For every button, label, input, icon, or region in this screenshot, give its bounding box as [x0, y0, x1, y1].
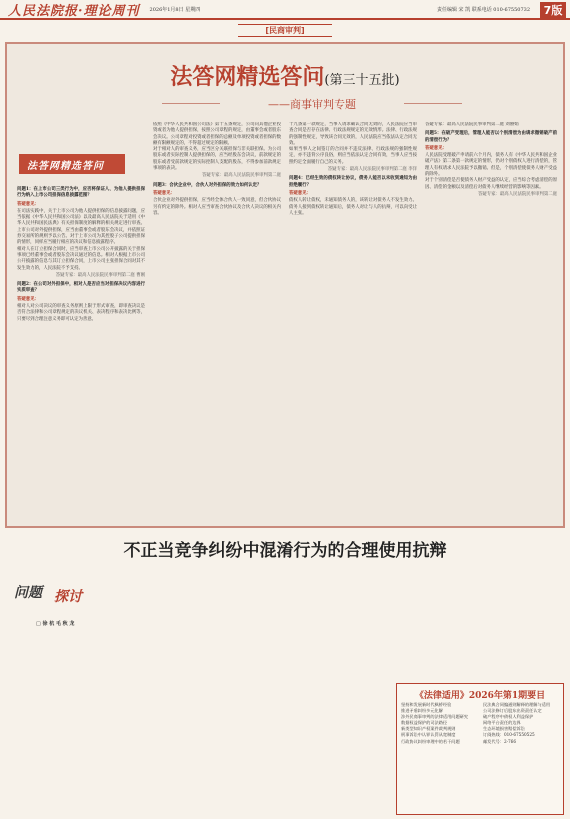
- paragraph: 十九条第一款规定，当事人请求确认合同无效的，人民法院应当审查合同是否存在法律、行政法规规定的无效情形。法律、行政法规的强制性规定，导致该合同无效的，人民法院应当依法认定合同无效。: [289, 122, 417, 146]
- paragraph: 对于相对人的审查义务，应当区分关联担保与非关联担保。为公司股东或者实际控制人提供担保的，应当经股东会决议，前款规定的股东或者受前款规定的实际控制人支配的股东，不得参加前款规定事项的表决。: [153, 147, 281, 172]
- question-heading: 问题4：已经生效的债权转让协议，债务人能否以未收到通知为由拒绝履行？: [289, 176, 417, 188]
- paragraph: 债权人转让债权，未通知债务人的，该转让对债务人不发生效力。债务人接到债权转让通知后，债务人对让与人的抗辩，可以向受让人主张。: [289, 198, 417, 216]
- article-column-1: [17, 184, 145, 519]
- issue-date: 2026年1月8日 星期四: [149, 6, 201, 13]
- toc-item: 破产程序中债权人利益保护: [483, 714, 534, 720]
- wenti-logo-text-a: 问题: [14, 585, 42, 601]
- section-tag: [民商审判]: [238, 24, 332, 37]
- toc-item: 坚持和发展新时代枫桥经验: [401, 702, 452, 707]
- paragraph: 如果当事人之间签订的合同并不违反法律、行政法规的强制性规定，亦不违背公序良俗，则应当依法认定合同有效，当事人应当按照约定全面履行自己的义务。: [289, 147, 417, 165]
- paragraph: 依照《中华人民共和国公司法》第十五条规定，公司向其他企业投资或者为他人提供担保，按照公司章程的规定，由董事会或者股东会决议。公司章程对投资或者担保的总额及单项投资或者担保的数额有限额规定的，不得超过规定的限额。: [153, 122, 281, 146]
- toc-item: 数据权益保护的司法路径: [401, 720, 448, 726]
- column-logo: 法答网精选答问: [19, 154, 125, 174]
- masthead: [0, 0, 570, 20]
- feature-title: [7, 60, 563, 91]
- answer-label: 答疑意见：: [17, 296, 39, 302]
- answer-author: 答疑专家：最高人民法院民事审判第二庭: [477, 191, 557, 197]
- answer-label: 答疑意见：: [17, 201, 39, 207]
- feature-subtitle: ——商事审判专题: [222, 96, 402, 112]
- question-heading: 问题3：合伙企业中，合伙人对外担保的效力如何认定？: [153, 182, 262, 188]
- toc-item: 新类型知识产权案件裁判规则: [401, 726, 456, 732]
- article-column-2: [153, 122, 281, 519]
- editor-info: 责任编辑 宋 凯 联系电话 010-67550732: [436, 6, 530, 13]
- column-logo-wenti: [14, 576, 104, 612]
- feature-box: [5, 42, 565, 528]
- toc-item: 公司法修订后股东出资责任认定: [483, 708, 542, 714]
- answer-label: 答疑意见：: [425, 145, 447, 151]
- toc-title: 《法律适用》2026年第1期要目: [414, 691, 546, 701]
- toc-item: 生态环境损害赔偿诉讼: [483, 726, 525, 732]
- newspaper-logo: 人民法院报·理论周刊: [8, 3, 140, 19]
- toc-item: 民法典合同编通则解释的理解与适用: [483, 702, 551, 707]
- paragraph: 在司法实践中，关于上市公司为他人提供担保的信息披露问题，应当依据《中华人民共和国公司法》以及最高人民法院关于适用《中华人民共和国民法典》有关担保制度的解释的相关规定进行审查。上市公司对外提供担保，应当由董事会或者股东会决议，并依照证券交易所的规则予以公告。对于上市公司为其控股子公司提供担保的情形，同样应当履行相应的决议和信息披露程序。: [17, 208, 145, 246]
- toc-item: 刑事诉讼中认罪认罚从宽制度: [401, 732, 456, 738]
- toc-left-list: [401, 702, 481, 745]
- toc-right-list: [483, 702, 561, 745]
- article-byline: □ 徐 杭 毛 秋 龙: [36, 621, 75, 627]
- answer-label: 答疑意见：: [153, 190, 175, 196]
- toc-item: 推进矛盾纠纷多元化解: [401, 708, 443, 714]
- toc-item: 行政协议纠纷审理中的若干问题: [401, 738, 460, 744]
- question-heading: 问题5：在破产受理后，管理人能否以个别清偿为由请求撤销破产前的清偿行为？: [425, 131, 557, 143]
- answer-author: 答疑专家：最高人民法院民事审判第二庭 李洋: [327, 167, 417, 173]
- feature-title-issue: (第三十五批): [324, 73, 400, 88]
- article-column-3: [289, 122, 417, 519]
- paragraph: 答疑专家：最高人民法院民事审判第二庭 刘丽娟: [425, 122, 519, 127]
- page-number-badge: 7版: [540, 2, 566, 18]
- wenti-logo-text-b: 探讨: [54, 589, 82, 605]
- feature-title-main: 法答网精选答问: [170, 64, 325, 90]
- paragraph: 相对人在订立担保合同时，应当审查上市公司公开披露的关于担保事项已经董事会或者股东会决议通过的信息。相对人根据上市公司公开披露的信息与其订立担保合同，上市公司主张担保合同对其不发生效力的，人民法院不予支持。: [17, 246, 145, 271]
- article-column-4: [425, 122, 557, 519]
- paragraph: 合伙企业对外提供担保，应当经全体合伙人一致同意，但合伙协议另有约定的除外。相对人应当审查合伙协议及合伙人决议的相关内容。: [153, 198, 281, 216]
- answer-label: 答疑意见：: [289, 190, 311, 196]
- toc-item: 订阅热线：010-67550525: [483, 732, 535, 738]
- toc-item: 涉外民商事审判的法律适用问题研究: [401, 714, 469, 720]
- answer-author: 答疑专家：最高人民法院民事审判第二庭: [201, 173, 281, 179]
- answer-author: 答疑专家：最高人民法院民事审判第二庭 曹刚: [55, 272, 145, 278]
- paragraph: 对于个别清偿是否使债务人财产受益的认定，应当综合考虑清偿的原因、清偿的金额以及清偿后对债务人继续经营的影响等因素。: [425, 178, 557, 190]
- question-heading: 问题1：在上市公司三类行为中，应否将保证人、为他人提供担保行为纳入上市公司担保信息披露范围？: [17, 187, 145, 199]
- toc-item: 邮发代号：2-766: [483, 738, 517, 744]
- paragraph: 相对人对公司决议的审查义务原则上限于形式审查，即审查决议是否符合法律和公司章程规定的决议机关、表决程序和表决比例等，只要尽到合理注意义务即可认定为善意。: [17, 304, 145, 322]
- toc-item: 网络平台责任的边界: [483, 720, 521, 726]
- paragraph: 人民法院受理破产申请前六个月内，债务人有《中华人民共和国企业破产法》第二条第一款规定的情形，仍对个别债权人进行清偿的，管理人有权请求人民法院予以撤销。但是，个别清偿使债务人财产受益的除外。: [425, 153, 557, 178]
- article-headline: 不正当竞争纠纷中混淆行为的合理使用抗辩: [123, 541, 447, 561]
- question-heading: 问题2：在公司对外担保中，相对人是否应当对担保决议内容进行实质审查？: [17, 282, 145, 294]
- journal-toc-box: [396, 683, 564, 815]
